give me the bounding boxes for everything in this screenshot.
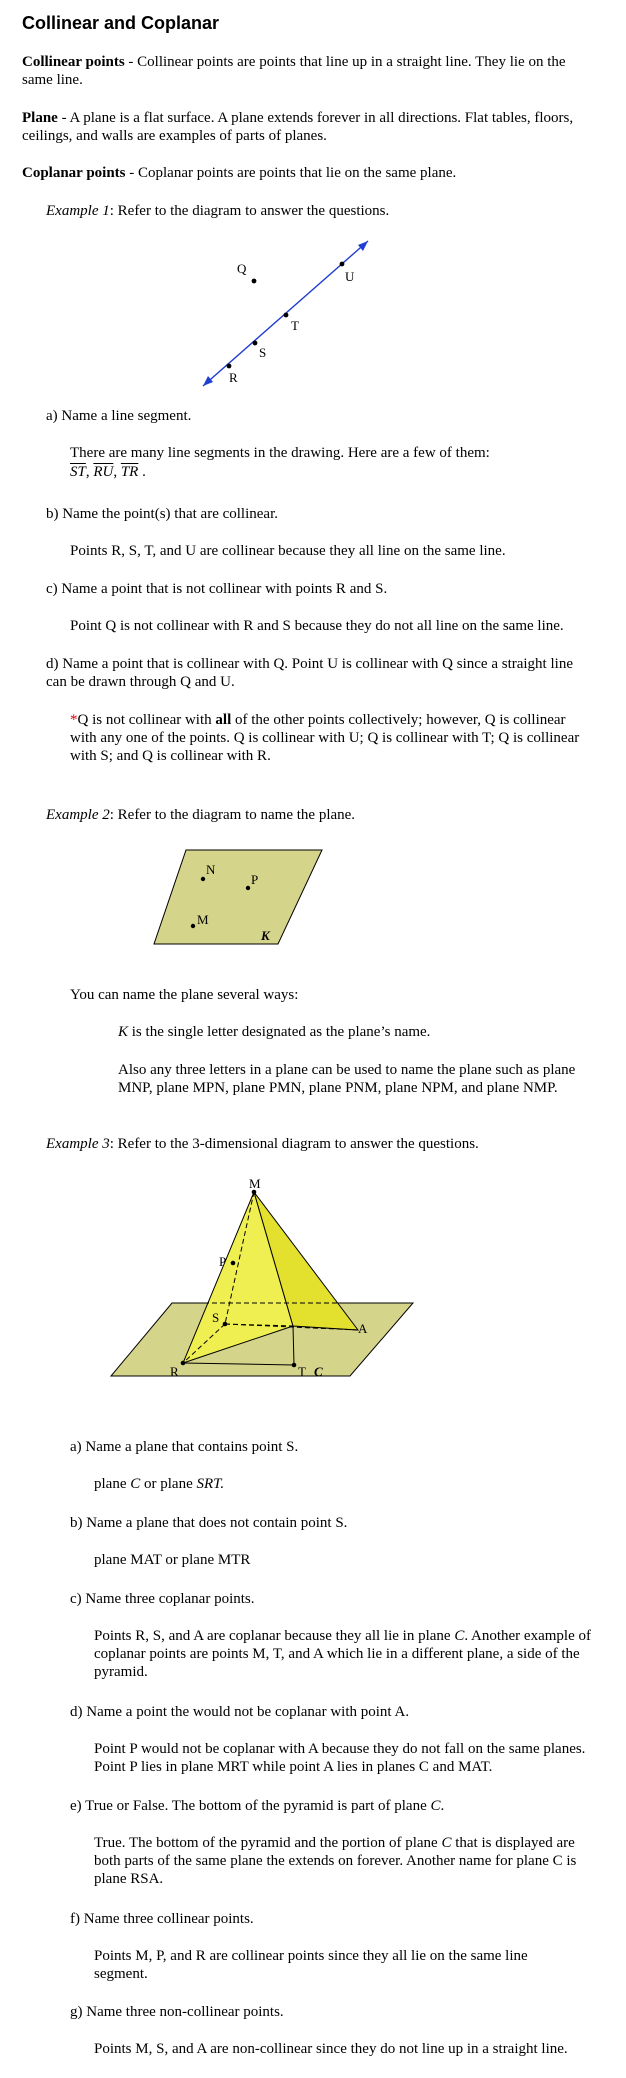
- example1-intro: : Refer to the diagram to answer the questions.: [109, 203, 390, 219]
- example2-plane-diagram: [150, 846, 330, 950]
- ex1-answer-a: There are many line segments in the drawing. Here are a few of them:: [70, 445, 490, 461]
- ex1-question-d: d) Name a point that is collinear with Q. Point U is collinear with Q since a straight line can be drawn through Q and U.: [46, 656, 573, 690]
- page-title: Collinear and Coplanar: [22, 13, 220, 33]
- ex3-a-plane-srt: SRT.: [196, 1476, 225, 1492]
- ex2-ways-text: You can name the plane several ways:: [70, 987, 299, 1003]
- label-n: N: [206, 862, 216, 877]
- ex3-answer-e: [94, 1834, 594, 1888]
- ex3-answer-b: plane MAT or plane MTR: [94, 1552, 251, 1568]
- ex1-question-b: b) Name the point(s) that are collinear.: [46, 506, 278, 522]
- example2-intro: : Refer to the diagram to name the plane.: [109, 807, 356, 823]
- label-k: K: [261, 928, 270, 943]
- example3-intro: : Refer to the 3-dimensional diagram to answer the questions.: [109, 1136, 479, 1152]
- point-p: [246, 886, 250, 890]
- segment-st: $\overline{ST}$: [70, 464, 86, 480]
- point-q: [252, 279, 257, 284]
- ex3-e-q-end: .: [440, 1798, 445, 1814]
- label-a: A: [358, 1321, 368, 1336]
- label-s: S: [259, 345, 267, 360]
- ex3-answer-d: Point P would not be coplanar with A because they do not fall on the same planes. Point P lies in plane MRT while point A lies in planes C and MAT.: [94, 1741, 586, 1775]
- ex2-k-letter: K: [118, 1024, 129, 1040]
- example1-label: Example 1: [46, 203, 110, 219]
- label-t: T: [291, 318, 299, 333]
- ex3-e-ans-end: that is displayed are both parts of the same plane the extends on forever. Another name for plane C is plane RSA.: [94, 1835, 577, 1887]
- ex3-a-or-plane: or plane: [140, 1476, 197, 1492]
- segment-tr: $\overline{TR}$: [120, 464, 139, 480]
- ex3-question-a: a) Name a plane that contains point S.: [70, 1439, 299, 1455]
- ex3-c-text-start: Points R, S, and A are coplanar because they all lie in plane: [94, 1628, 455, 1644]
- coplanar-def-text: - Coplanar points are points that lie on the same plane.: [125, 165, 457, 181]
- point-m: [191, 924, 195, 928]
- ex2-k-desc: is the single letter designated as the plane’s name.: [128, 1024, 431, 1040]
- collinear-def-text: - Collinear points are points that line up in a straight line. They lie on the same line.: [22, 54, 566, 88]
- ex3-c-text-end: . Another example of coplanar points are points M, T, and A which lie in a different plane, a side of the pyramid.: [94, 1628, 591, 1680]
- line-arrow-bottom: [203, 376, 213, 386]
- point-u: [340, 262, 345, 267]
- ex3-question-b: b) Name a plane that does not contain point S.: [70, 1515, 348, 1531]
- ex1-answer-c: Point Q is not collinear with R and S because they do not all line on the same line.: [70, 618, 564, 634]
- plane-def-text: - A plane is a flat surface. A plane extends forever in all directions. Flat tables, floors, ceilings, and walls are examples of parts of planes.: [22, 110, 574, 144]
- plane-term: Plane: [22, 110, 58, 126]
- example3-heading: [46, 1135, 479, 1153]
- ex3-c-plane-c: C: [454, 1628, 465, 1644]
- note-text-start: Q is not collinear with: [77, 712, 216, 728]
- point-t: [284, 313, 289, 318]
- point-r: [227, 364, 232, 369]
- ex3-question-c: c) Name three coplanar points.: [70, 1591, 255, 1607]
- ex3-answer-g: Points M, S, and A are non-collinear since they do not line up in a straight line.: [94, 2041, 568, 2057]
- ex3-e-q-plane-c: C: [430, 1798, 441, 1814]
- label-r: R: [170, 1364, 179, 1377]
- note-text-end: of the other points collectively; however, Q is collinear with any one of the points. Q is collinear with U; Q is collinear with T; Q is collinear with S; and Q is collinear with R.: [70, 712, 580, 764]
- segment-ru: $\overline{RU}$: [93, 464, 114, 480]
- label-u: U: [345, 269, 355, 284]
- ex3-question-e: [70, 1797, 444, 1815]
- coplanar-definition: [22, 164, 592, 182]
- example2-heading: [46, 806, 355, 824]
- label-s: S: [212, 1310, 220, 1325]
- point-r: [181, 1361, 186, 1366]
- label-p: P: [251, 872, 259, 887]
- example2-label: Example 2: [46, 807, 110, 823]
- ex3-question-d: d) Name a point the would not be coplanar with point A.: [70, 1704, 410, 1720]
- label-c: C: [314, 1364, 323, 1377]
- collinear-term: Collinear points: [22, 54, 125, 70]
- collinear-definition: [22, 53, 592, 89]
- ex2-three-letters-text: Also any three letters in a plane can be used to name the plane such as plane MNP, plane MPN, plane PMN, plane PNM, plane NPM, and plane NMP.: [118, 1062, 576, 1096]
- example3-label: Example 3: [46, 1136, 110, 1152]
- ex3-a-plane-c: C: [130, 1476, 141, 1492]
- label-m: M: [197, 912, 209, 927]
- point-s: [253, 341, 258, 346]
- ex3-answer-f: Points M, P, and R are collinear points since they all lie on the same line segment.: [94, 1948, 528, 1982]
- plane-definition: [22, 109, 592, 145]
- ex3-e-ans-plane-c: C: [441, 1835, 452, 1851]
- ex3-answer-a: [94, 1475, 224, 1493]
- label-r: R: [229, 370, 238, 385]
- ex3-question-f: f) Name three collinear points.: [70, 1911, 254, 1927]
- point-n: [201, 877, 205, 881]
- ex1-answer-b: Points R, S, T, and U are collinear because they all line on the same line.: [70, 543, 506, 559]
- ex3-e-q-start: e) True or False. The bottom of the pyramid is part of plane: [70, 1798, 431, 1814]
- point-t: [292, 1363, 297, 1368]
- plane-k-shape: [154, 850, 322, 944]
- label-m: M: [249, 1177, 261, 1191]
- note-bold-all: all: [215, 712, 232, 728]
- ex3-e-ans-start: True. The bottom of the pyramid and the portion of plane: [94, 1835, 442, 1851]
- ex3-answer-c: [94, 1627, 599, 1681]
- label-p: P: [219, 1254, 227, 1269]
- coplanar-term: Coplanar points: [22, 165, 126, 181]
- example3-pyramid-diagram: [108, 1177, 418, 1377]
- ex3-a-plane-word: plane: [94, 1476, 131, 1492]
- point-s: [223, 1322, 228, 1327]
- line-arrow-top: [358, 241, 368, 251]
- ex1-question-c: c) Name a point that is not collinear with points R and S.: [46, 581, 388, 597]
- label-q: Q: [237, 261, 247, 276]
- ex2-k-name-text: [118, 1023, 598, 1041]
- ex1-segment-list: $\overline{ST}$, $\overline{RU}$, $\overline{TR}$ .: [70, 464, 146, 480]
- note-asterisk: *: [70, 712, 78, 728]
- point-p: [231, 1261, 236, 1266]
- ex3-question-g: g) Name three non-collinear points.: [70, 2004, 284, 2020]
- ex1-collinear-note: [70, 711, 595, 765]
- example1-line-diagram: [190, 236, 390, 396]
- ex1-question-a: a) Name a line segment.: [46, 408, 192, 424]
- label-t: T: [298, 1364, 306, 1377]
- example1-heading: [46, 202, 389, 220]
